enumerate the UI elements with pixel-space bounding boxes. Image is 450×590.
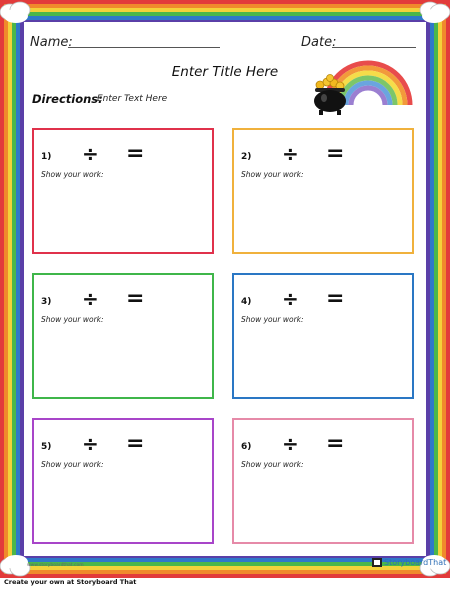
watermark-url: www.storyboardthat.com xyxy=(27,563,84,568)
pot-of-gold-icon xyxy=(310,74,350,116)
problem-box-2[interactable] xyxy=(232,128,414,254)
cloud-top-right-icon xyxy=(416,0,450,26)
name-label: Name: xyxy=(30,35,73,50)
problem-box-1[interactable] xyxy=(32,128,214,254)
problem-box-3[interactable] xyxy=(32,273,214,399)
storyboardthat-logo xyxy=(372,558,446,567)
page-title[interactable]: Enter Title Here xyxy=(171,64,279,80)
show-work-label: Show your work: xyxy=(41,460,104,469)
directions-label: Directions: xyxy=(32,92,103,106)
equals-sign: = xyxy=(326,431,345,456)
directions-text[interactable]: Enter Text Here xyxy=(97,94,168,104)
logo-text: StoryboardThat xyxy=(384,558,447,567)
cloud-top-left-icon xyxy=(0,0,34,26)
name-line[interactable] xyxy=(68,47,220,48)
problem-number: 2) xyxy=(241,152,252,162)
show-work-label: Show your work: xyxy=(241,460,304,469)
problem-box-4[interactable] xyxy=(232,273,414,399)
show-work-label: Show your work: xyxy=(41,170,104,179)
footer-credit[interactable]: Create your own at Storyboard That xyxy=(4,578,137,586)
show-work-label: Show your work: xyxy=(41,315,104,324)
divide-sign: ÷ xyxy=(82,142,99,166)
equals-sign: = xyxy=(126,286,145,311)
date-label: Date: xyxy=(301,35,337,50)
equals-sign: = xyxy=(126,141,145,166)
problem-number: 3) xyxy=(41,297,52,307)
problem-number: 4) xyxy=(241,297,252,307)
problem-number: 5) xyxy=(41,442,52,452)
equals-sign: = xyxy=(326,286,345,311)
divide-sign: ÷ xyxy=(82,432,99,456)
date-line[interactable] xyxy=(332,47,416,48)
equals-sign: = xyxy=(126,431,145,456)
divide-sign: ÷ xyxy=(282,287,299,311)
problem-number: 1) xyxy=(41,152,52,162)
problem-box-5[interactable] xyxy=(32,418,214,544)
storyboard-logo-icon xyxy=(372,558,382,567)
show-work-label: Show your work: xyxy=(241,315,304,324)
divide-sign: ÷ xyxy=(82,287,99,311)
problem-number: 6) xyxy=(241,442,252,452)
equals-sign: = xyxy=(326,141,345,166)
divide-sign: ÷ xyxy=(282,432,299,456)
problem-box-6[interactable] xyxy=(232,418,414,544)
divide-sign: ÷ xyxy=(282,142,299,166)
show-work-label: Show your work: xyxy=(241,170,304,179)
